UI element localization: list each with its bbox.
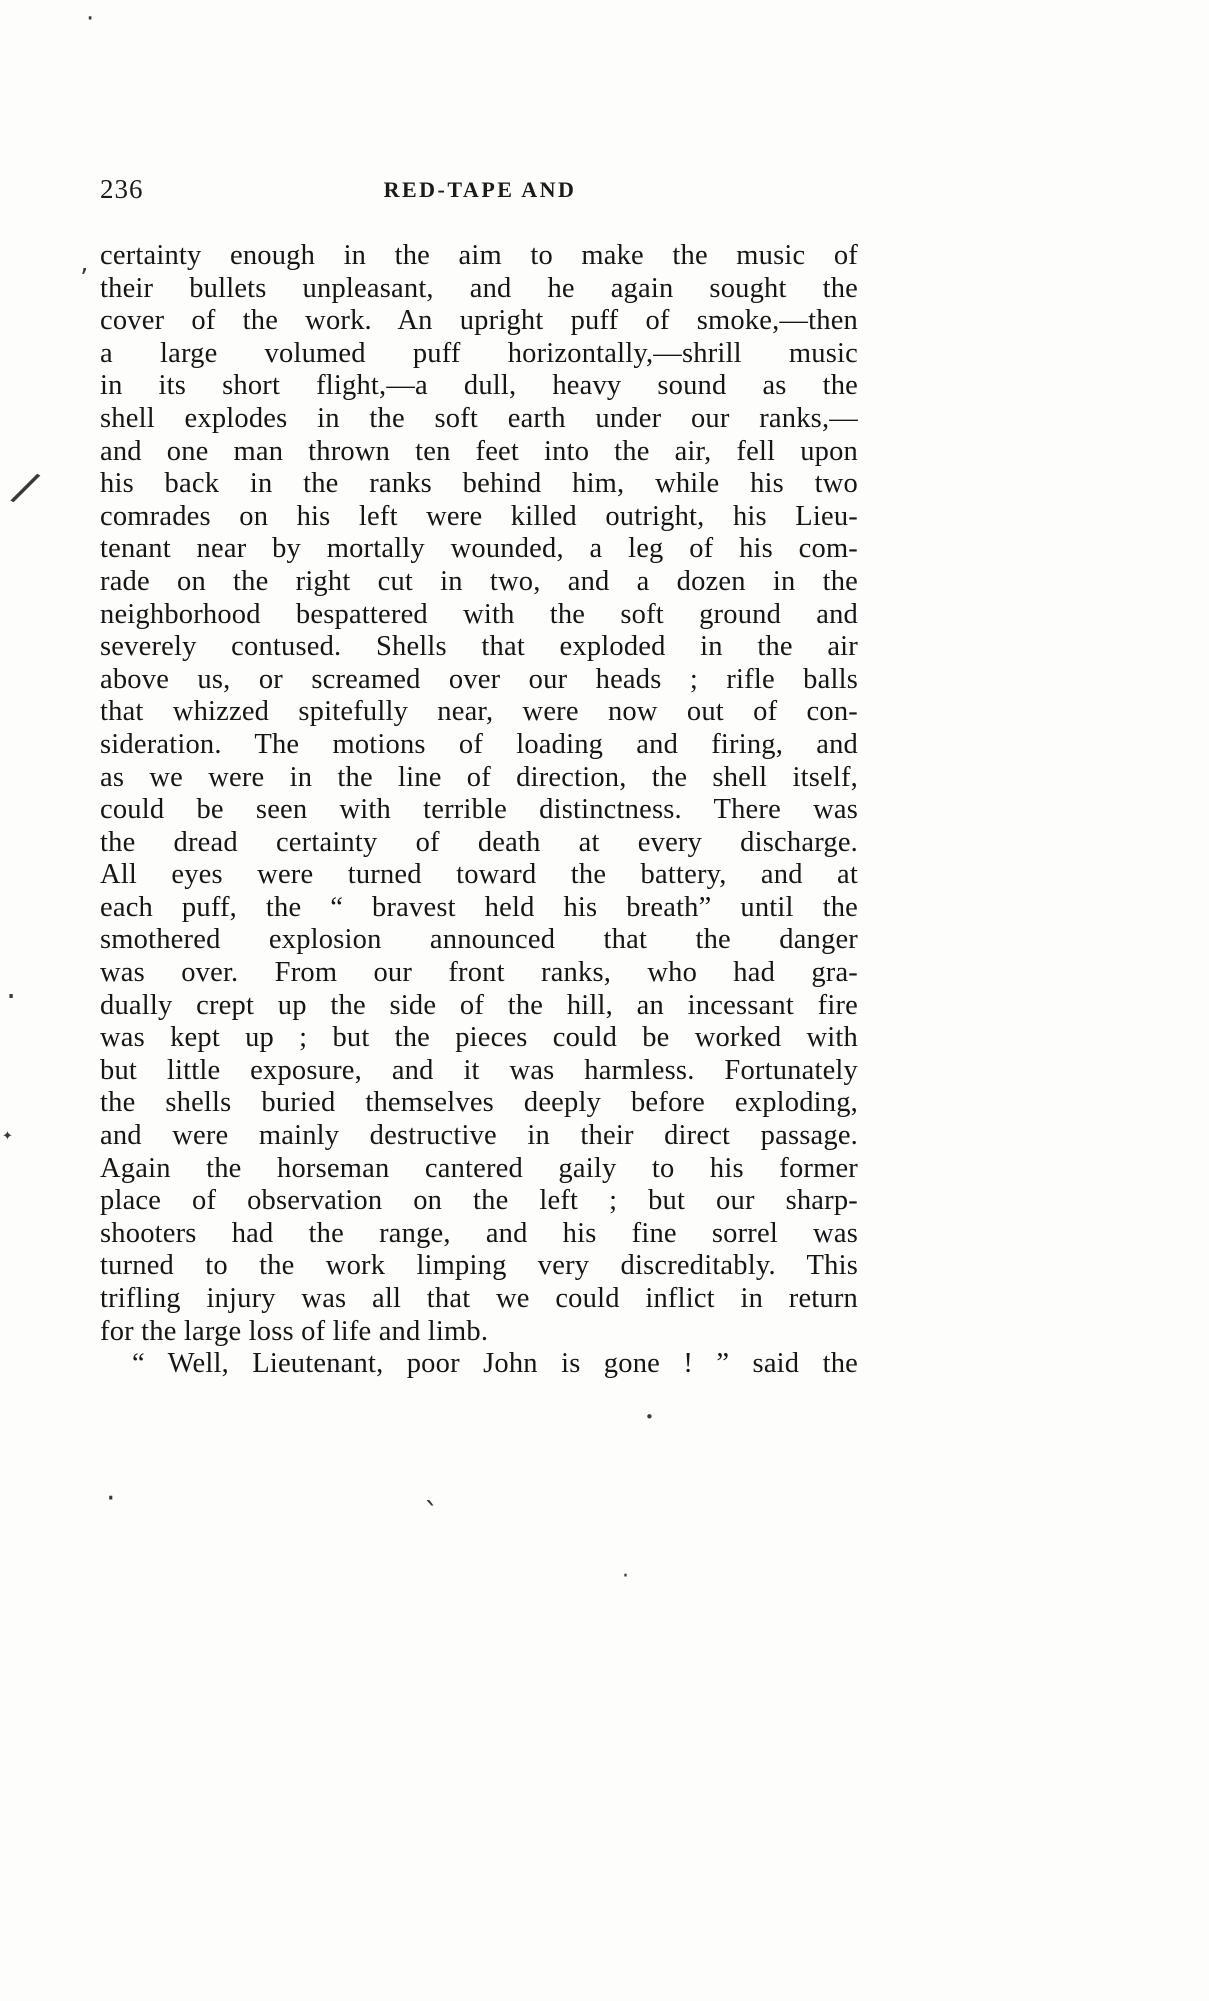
text-line: for the large loss of life and limb. — [100, 1315, 489, 1347]
text-line: place of observation on the left ; but our sharp- — [100, 1185, 858, 1217]
pen-mark-slash: / — [7, 461, 45, 514]
page-number: 236 — [100, 174, 144, 204]
text-line: that whizzed spitefully near, were now out of con- — [100, 696, 858, 728]
text-line: “ Well, Lieutenant, poor John is gone ! ” said the — [132, 1348, 858, 1380]
text-line: cover of the work. An upright puff of smoke,—then — [100, 305, 858, 337]
scan-dot: · — [622, 1564, 629, 1589]
text-line: certainty enough in the aim to make the music of — [100, 240, 858, 271]
text-line: severely contused. Shells that exploded in the air — [100, 631, 858, 663]
text-line: smothered explosion announced that the danger — [100, 924, 858, 956]
text-line: tenant near by mortally wounded, a leg of his com- — [100, 533, 858, 565]
text-line: their bullets unpleasant, and he again sought the — [100, 272, 858, 304]
text-line: as we were in the line of direction, the shell itself, — [100, 761, 858, 793]
text-line: shell explodes in the soft earth under our ranks,— — [100, 402, 858, 434]
text-line: sideration. The motions of loading and firing, and — [100, 728, 858, 760]
pen-mark-star: ✦ — [2, 1129, 13, 1144]
text-line: his back in the ranks behind him, while his two — [100, 468, 858, 500]
text-line: could be seen with terrible distinctness. There was — [100, 794, 858, 826]
text-line: rade on the right cut in two, and a dozen in the — [100, 565, 858, 597]
text-line: All eyes were turned toward the battery, and at — [100, 859, 858, 891]
text-line: dually crept up the side of the hill, an incessant fire — [100, 989, 858, 1021]
text-line: the shells buried themselves deeply before exploding, — [100, 1087, 858, 1119]
page-header — [100, 174, 860, 208]
text-line: shooters had the range, and his fine sorrel was — [100, 1217, 858, 1249]
text-line: trifling injury was all that we could inflict in return — [100, 1283, 858, 1314]
scan-dot: · — [106, 1481, 116, 1516]
scan-dot: · — [86, 4, 95, 34]
text-line: neighborhood bespattered with the soft ground and — [100, 598, 858, 630]
pen-mark-tick: ’ — [80, 264, 89, 294]
text-line: and one man thrown ten feet into the air, fell upon — [100, 435, 858, 467]
text-line: and were mainly destructive in their direct passage. — [100, 1120, 858, 1152]
scan-dot: · — [6, 977, 17, 1015]
text-line: the dread certainty of death at every discharge. — [100, 826, 858, 858]
text-line: a large volumed puff horizontally,—shrill music — [100, 337, 858, 369]
scan-dot: • — [645, 1408, 654, 1426]
text-line: each puff, the “ bravest held his breath” until the — [100, 891, 858, 923]
text-line: was kept up ; but the pieces could be worked with — [100, 1022, 858, 1054]
body-text — [100, 240, 858, 1381]
text-line: in its short flight,—a dull, heavy sound as the — [100, 370, 858, 402]
text-line: but little exposure, and it was harmless. Fortunately — [100, 1054, 858, 1086]
running-header: RED-TAPE AND — [383, 177, 577, 202]
text-line: Again the horseman cantered gaily to his former — [100, 1152, 858, 1184]
pen-mark-comma: ` — [424, 1497, 439, 1532]
text-line: was over. From our front ranks, who had gra- — [100, 957, 858, 989]
text-line: comrades on his left were killed outright, his Lieu- — [100, 500, 858, 532]
text-line: turned to the work limping very discreditably. This — [100, 1250, 858, 1282]
text-line: above us, or screamed over our heads ; rifle balls — [100, 663, 858, 695]
